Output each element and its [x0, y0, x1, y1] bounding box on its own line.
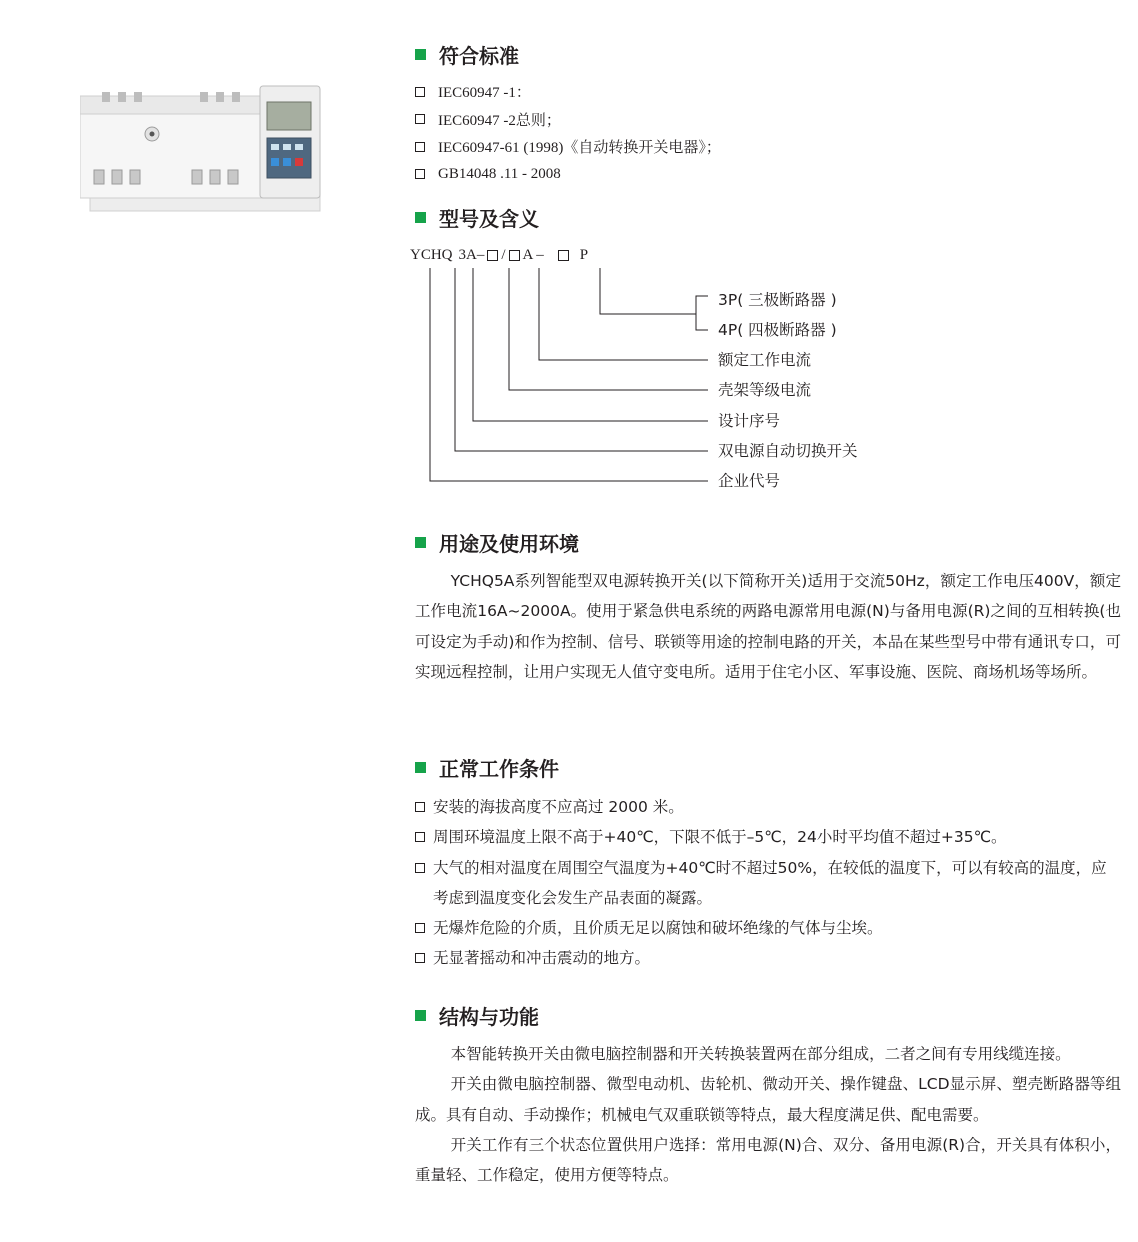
list-item: GB14048 .11 - 2008: [415, 161, 721, 189]
label-dual-power: 双电源自动切换开关: [718, 442, 858, 460]
bullet-square-icon: [415, 49, 426, 60]
list-item: IEC60947-61 (1998)《自动转换开关电器》；: [415, 133, 721, 161]
checkbox-icon: [415, 832, 425, 842]
placeholder-box-icon: [487, 250, 498, 261]
structure-paragraphs: 本智能转换开关由微电脑控制器和开关转换装置两在部分组成，二者之间有专用线缆连接。 开关由微电脑控制器、微型电动机、齿轮机、微动开关、操作键盘、LCD显示屏、塑壳断路器等组成。具有自动、手动操作；机械电气双重联锁等特点，最大程度满足供、配电需要。 开关工作有三个状态位置供用户选择：常用电源(N)合、双分、备用电源(R)合，开关具有体积小，重量轻、工作稳定，使用方便等特点。: [415, 1045, 1121, 1185]
checkbox-icon: [415, 142, 425, 152]
label-company-code: 企业代号: [718, 472, 781, 490]
label-rated-current: 额定工作电流: [718, 351, 812, 369]
section-title-model: 型号及含义: [415, 203, 539, 232]
conditions-list: [415, 792, 1121, 974]
label-4p: 4P( 四极断路器 ): [718, 321, 837, 339]
checkbox-icon: [415, 923, 425, 933]
checkbox-icon: [415, 802, 425, 812]
bullet-square-icon: [415, 537, 426, 548]
product-image: [80, 78, 325, 218]
checkbox-icon: [415, 169, 425, 179]
label-design-no: 设计序号: [718, 412, 781, 430]
checkbox-icon: [415, 863, 425, 873]
placeholder-box-icon: [558, 250, 569, 261]
section-title-conditions: 正常工作条件: [415, 753, 559, 782]
list-item: 无爆炸危险的介质，且价质无足以腐蚀和破坏绝缘的气体与尘埃。: [415, 913, 1121, 943]
bullet-square-icon: [415, 1010, 426, 1021]
standards-list: [415, 78, 721, 188]
section-title-usage: 用途及使用环境: [415, 528, 579, 557]
checkbox-icon: [415, 87, 425, 97]
list-item: IEC60947 -2总则；: [415, 106, 721, 134]
label-frame-current: 壳架等级电流: [718, 381, 812, 399]
bullet-square-icon: [415, 762, 426, 773]
list-item: 无显著摇动和冲击震动的地方。: [415, 943, 1121, 973]
list-item: 安装的海拔高度不应高过 2000 米。: [415, 792, 1121, 822]
list-item: 周围环境温度上限不高于+40℃，下限不低于–5℃，24小时平均值不超过+35℃。: [415, 822, 1121, 852]
label-3p: 3P( 三极断路器 ): [718, 291, 837, 309]
checkbox-icon: [415, 953, 425, 963]
section-title-standards: 符合标准: [415, 40, 519, 69]
list-item: IEC60947 -1：: [415, 78, 721, 106]
list-item: 大气的相对温度在周围空气温度为+40℃时不超过50%，在较低的温度下，可以有较高的温度，应考虑到温度变化会发生产品表面的凝露。: [415, 853, 1121, 914]
bullet-square-icon: [415, 212, 426, 223]
model-code: YCHQ 3A– / A – P: [410, 247, 589, 263]
placeholder-box-icon: [509, 250, 520, 261]
usage-paragraph: YCHQ5A系列智能型双电源转换开关(以下简称开关)适用于交流50Hz，额定工作电压400V，额定工作电流16A~2000A。使用于紧急供电系统的两路电源常用电源(N)与备用电源(R)之间的互相转换(也可设定为手动)和作为控制、信号、联锁等用途的控制电路的开关，本品在某些型号中带有通讯专口，可实现远程控制，让用户实现无人值守变电所。适用于住宅小区、军事设施、医院、商场机场等场所。: [415, 572, 1121, 681]
checkbox-icon: [415, 114, 425, 124]
section-title-structure: 结构与功能: [415, 1001, 539, 1030]
switch-illustration: [80, 78, 325, 218]
